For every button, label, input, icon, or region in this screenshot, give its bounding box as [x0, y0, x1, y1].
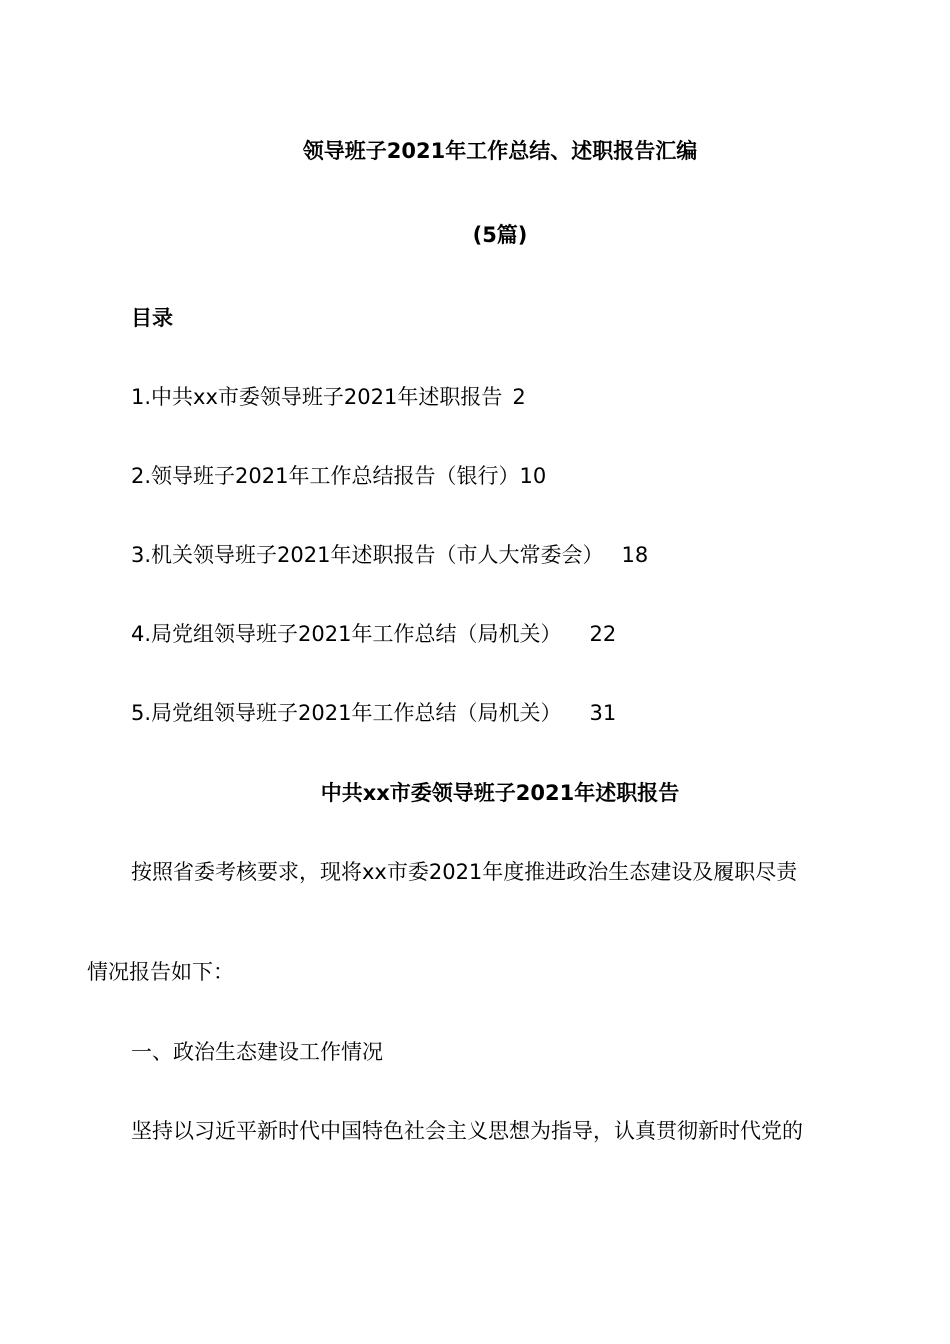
toc-item-label: 2.领导班子2021年工作总结报告（银行） — [131, 464, 520, 488]
toc-item[interactable] — [131, 382, 526, 412]
toc-item-label: 1.中共xx市委领导班子2021年述职报告 — [131, 385, 503, 409]
toc-item-page: 10 — [519, 464, 547, 488]
section-title: 中共xx市委领导班子2021年述职报告 — [320, 781, 680, 805]
toc-item-label: 4.局党组领导班子2021年工作总结（局机关） — [131, 622, 562, 646]
paragraph-line: 情况报告如下： — [87, 960, 234, 984]
paragraph-line: 按照省委考核要求，现将xx市委2021年度推进政治生态建设及履职尽责 — [131, 860, 798, 884]
document-subtitle: (5篇) — [472, 223, 528, 247]
toc-item-page: 22 — [589, 622, 617, 646]
toc-item[interactable] — [131, 461, 546, 491]
toc-item-page: 2 — [512, 385, 526, 409]
toc-heading: 目录 — [131, 306, 173, 330]
section-heading: 一、政治生态建设工作情况 — [131, 1040, 383, 1064]
toc-item-page: 18 — [621, 543, 649, 567]
toc-item-label: 5.局党组领导班子2021年工作总结（局机关） — [131, 701, 562, 725]
document-title: 领导班子2021年工作总结、述职报告汇编 — [302, 139, 698, 163]
toc-item-page: 31 — [589, 701, 617, 725]
toc-item[interactable] — [131, 619, 616, 649]
paragraph-line: 坚持以习近平新时代中国特色社会主义思想为指导，认真贯彻新时代党的 — [131, 1119, 803, 1143]
toc-item[interactable] — [131, 540, 648, 570]
toc-item-label: 3.机关领导班子2021年述职报告（市人大常委会） — [131, 543, 604, 567]
toc-item[interactable] — [131, 698, 616, 728]
